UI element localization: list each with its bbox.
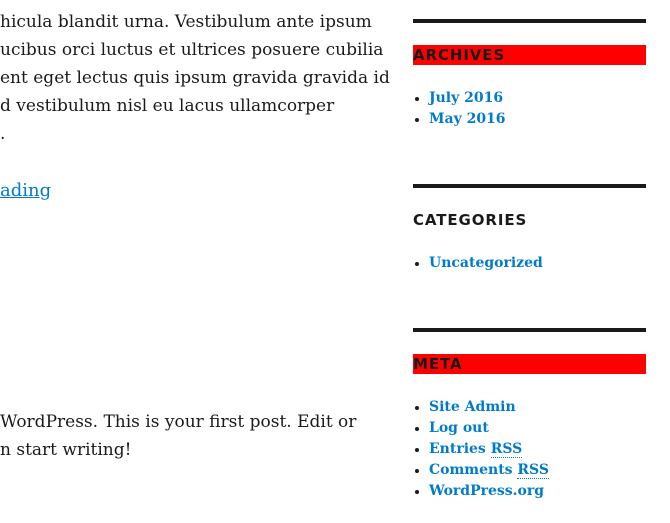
list-item: [413, 481, 646, 502]
post-excerpt: [0, 8, 390, 148]
list-item: [413, 397, 646, 418]
widget-divider: [413, 19, 646, 23]
rss-abbr: RSS: [490, 441, 523, 457]
excerpt-line: ent eget lectus quis ipsum gravida gravida id: [0, 68, 390, 88]
comments-rss-label: Comments: [429, 462, 518, 478]
excerpt-line: ucibus orci luctus et ultrices posuere cubilia: [0, 40, 384, 60]
excerpt-line: WordPress. This is your first post. Edit or: [0, 412, 357, 432]
list-item: [413, 418, 646, 439]
meta-list: [413, 397, 646, 502]
meta-title: META: [413, 354, 646, 374]
log-out-link[interactable]: Log out: [429, 420, 489, 436]
archives-title: ARCHIVES: [413, 45, 646, 65]
categories-title: CATEGORIES: [413, 211, 528, 229]
widget-divider: [413, 328, 646, 332]
entries-rss-label: Entries: [429, 441, 491, 457]
excerpt-line: n start writing!: [0, 440, 132, 460]
archive-link-july-2016[interactable]: July 2016: [429, 90, 504, 106]
entries-rss-link[interactable]: [429, 441, 522, 458]
archives-widget: [413, 19, 646, 130]
archive-link-may-2016[interactable]: May 2016: [429, 111, 506, 127]
list-item: [413, 460, 646, 481]
continue-reading-link[interactable]: ading: [0, 180, 52, 201]
list-item: [413, 88, 646, 109]
site-admin-link[interactable]: Site Admin: [429, 399, 516, 415]
archives-list: [413, 88, 646, 130]
excerpt-line: .: [0, 124, 6, 144]
categories-widget: [413, 184, 646, 274]
meta-widget: [413, 328, 646, 502]
second-post-excerpt: [0, 408, 370, 464]
rss-abbr: RSS: [517, 462, 549, 478]
list-item: [413, 253, 646, 274]
categories-list: [413, 253, 646, 274]
widget-divider: [413, 184, 646, 188]
list-item: [413, 439, 646, 460]
wordpress-org-link[interactable]: WordPress.org: [429, 483, 545, 499]
excerpt-line: hicula blandit urna. Vestibulum ante ipsum: [0, 12, 372, 32]
comments-rss-link[interactable]: [429, 462, 549, 479]
excerpt-line: d vestibulum nisl eu lacus ullamcorper: [0, 96, 335, 116]
list-item: [413, 109, 646, 130]
category-link-uncategorized[interactable]: Uncategorized: [429, 255, 543, 271]
